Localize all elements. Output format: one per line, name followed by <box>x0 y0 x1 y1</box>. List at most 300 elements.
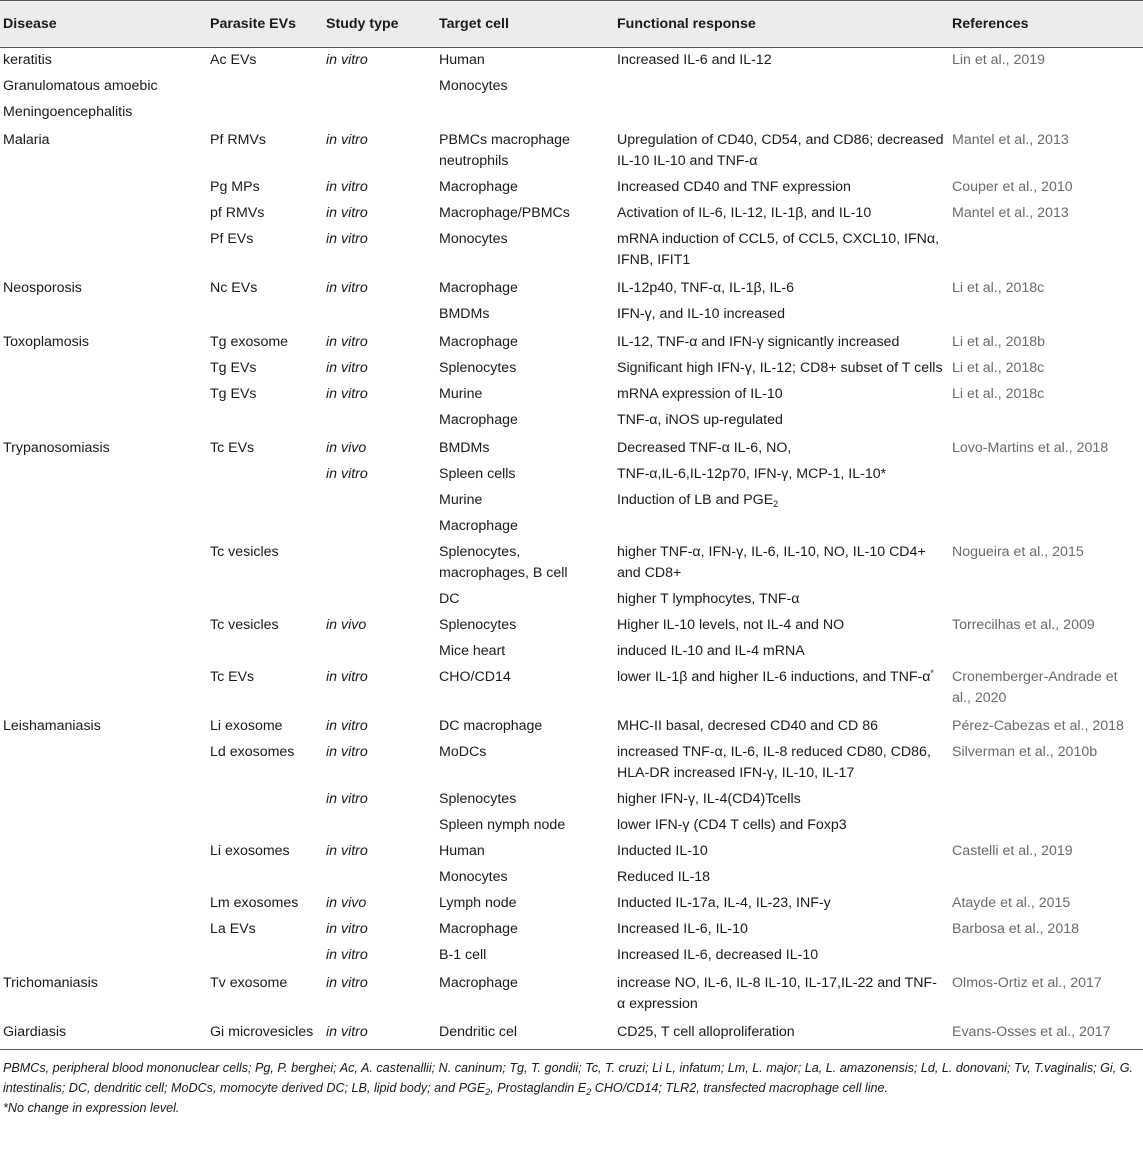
cell-target-cell-text: Splenocytes, macrophages, B cell <box>439 544 568 581</box>
table-row <box>0 408 1143 434</box>
cell-reference <box>948 540 1143 587</box>
cell-disease <box>0 201 206 227</box>
cell-disease <box>0 740 206 787</box>
cell-study-type <box>322 514 435 540</box>
table-row <box>0 100 1143 126</box>
cell-study-type-text: in vitro <box>326 386 368 402</box>
cell-parasite-evs <box>206 1018 322 1050</box>
table-row <box>0 48 1143 75</box>
header-study-type: Study type <box>322 1 435 48</box>
cell-reference-text: Cronemberger-Andrade et al., 2020 <box>952 669 1118 706</box>
cell-functional-response <box>613 969 948 1018</box>
cell-reference <box>948 434 1143 462</box>
cell-target-cell <box>435 1018 613 1050</box>
cell-functional-response <box>613 382 948 408</box>
cell-target-cell <box>435 382 613 408</box>
cell-functional-response-text: higher IFN-γ, IL-4(CD4)Tcells <box>617 791 801 807</box>
cell-functional-response-text: higher TNF-α, IFN-γ, IL-6, IL-10, NO, IL-10 CD4+ and CD8+ <box>617 544 926 581</box>
cell-target-cell <box>435 227 613 274</box>
cell-parasite-evs-text: Tg EVs <box>210 360 257 376</box>
cell-reference <box>948 48 1143 75</box>
cell-parasite-evs-text: Tc EVs <box>210 669 255 685</box>
cell-parasite-evs-text: La EVs <box>210 921 256 937</box>
table-row <box>0 126 1143 175</box>
table-row <box>0 488 1143 514</box>
cell-functional-response-text: Upregulation of CD40, CD54, and CD86; decreased IL-10 IL-10 and TNF-α <box>617 132 944 169</box>
cell-reference-text: Pérez-Cabezas et al., 2018 <box>952 718 1124 734</box>
cell-functional-response <box>613 434 948 462</box>
cell-study-type-text: in vitro <box>326 179 368 195</box>
cell-target-cell-text: PBMCs macrophage neutrophils <box>439 132 570 169</box>
cell-parasite-evs <box>206 587 322 613</box>
table-footnote <box>0 1050 1143 1118</box>
cell-study-type <box>322 917 435 943</box>
header-references: References <box>948 1 1143 48</box>
table-row <box>0 514 1143 540</box>
cell-parasite-evs-text: Li exosomes <box>210 843 290 859</box>
cell-disease <box>0 969 206 1018</box>
cell-reference-text: Olmos-Ortiz et al., 2017 <box>952 975 1102 991</box>
cell-functional-response <box>613 587 948 613</box>
cell-reference <box>948 100 1143 126</box>
cell-parasite-evs-text: Tc EVs <box>210 440 255 456</box>
cell-parasite-evs <box>206 639 322 665</box>
cell-parasite-evs <box>206 740 322 787</box>
table-row <box>0 227 1143 274</box>
cell-functional-response-text: CD25, T cell alloproliferation <box>617 1024 795 1040</box>
cell-functional-response <box>613 302 948 328</box>
cell-disease <box>0 356 206 382</box>
cell-target-cell-text: Lymph node <box>439 895 517 911</box>
cell-target-cell-text: Macrophage <box>439 412 518 428</box>
footnote-abbreviations <box>3 1058 1140 1098</box>
cell-study-type <box>322 488 435 514</box>
cell-functional-response-text: mRNA expression of IL-10 <box>617 386 783 402</box>
cell-parasite-evs <box>206 356 322 382</box>
cell-study-type <box>322 740 435 787</box>
cell-reference-text: Mantel et al., 2013 <box>952 132 1069 148</box>
cell-disease <box>0 665 206 712</box>
cell-study-type-text: in vitro <box>326 1024 368 1040</box>
cell-parasite-evs <box>206 813 322 839</box>
cell-disease-text: Neosporosis <box>3 280 82 296</box>
cell-disease <box>0 787 206 813</box>
cell-functional-response <box>613 514 948 540</box>
cell-target-cell <box>435 488 613 514</box>
cell-reference <box>948 175 1143 201</box>
cell-reference-text: Silverman et al., 2010b <box>952 744 1098 760</box>
cell-target-cell-text: Macrophage <box>439 334 518 350</box>
cell-study-type <box>322 891 435 917</box>
cell-functional-response-text: lower IL-1β and higher IL-6 inductions, and TNF-α <box>617 669 931 685</box>
cell-study-type-text: in vitro <box>326 843 368 859</box>
cell-disease <box>0 587 206 613</box>
cell-parasite-evs <box>206 712 322 740</box>
cell-target-cell-text: CHO/CD14 <box>439 669 511 685</box>
cell-reference-text: Evans-Osses et al., 2017 <box>952 1024 1111 1040</box>
cell-target-cell <box>435 665 613 712</box>
cell-reference-text: Mantel et al., 2013 <box>952 205 1069 221</box>
cell-target-cell-text: BMDMs <box>439 306 490 322</box>
table-row <box>0 943 1143 969</box>
cell-functional-response-text: Increased IL-6 and IL-12 <box>617 52 772 68</box>
cell-parasite-evs <box>206 891 322 917</box>
cell-target-cell-text: B-1 cell <box>439 947 487 963</box>
cell-study-type <box>322 969 435 1018</box>
cell-parasite-evs <box>206 434 322 462</box>
cell-target-cell-text: Dendritic cel <box>439 1024 518 1040</box>
footnote-text: , Prostaglandin E <box>490 1081 587 1095</box>
cell-reference-text: Atayde et al., 2015 <box>952 895 1071 911</box>
table-row <box>0 302 1143 328</box>
cell-parasite-evs <box>206 787 322 813</box>
cell-disease <box>0 488 206 514</box>
cell-parasite-evs <box>206 227 322 274</box>
cell-study-type <box>322 175 435 201</box>
cell-reference <box>948 813 1143 839</box>
cell-disease-text: Giardiasis <box>3 1024 67 1040</box>
cell-target-cell <box>435 201 613 227</box>
cell-target-cell <box>435 740 613 787</box>
cell-parasite-evs <box>206 100 322 126</box>
table-row <box>0 712 1143 740</box>
subscript: 2 <box>773 499 779 509</box>
cell-target-cell-text: Murine <box>439 492 483 508</box>
cell-functional-response <box>613 356 948 382</box>
cell-parasite-evs <box>206 48 322 75</box>
cell-reference <box>948 356 1143 382</box>
cell-functional-response-text: Increased CD40 and TNF expression <box>617 179 851 195</box>
cell-parasite-evs-text: Tg exosome <box>210 334 289 350</box>
cell-study-type <box>322 274 435 302</box>
cell-reference-text: Li et al., 2018c <box>952 360 1045 376</box>
cell-target-cell-text: Spleen nymph node <box>439 817 566 833</box>
cell-study-type <box>322 813 435 839</box>
table-row <box>0 382 1143 408</box>
cell-target-cell <box>435 462 613 488</box>
cell-disease <box>0 813 206 839</box>
header-parasite-evs: Parasite EVs <box>206 1 322 48</box>
cell-functional-response-text: Inducted IL-17a, IL-4, IL-23, INF-y <box>617 895 831 911</box>
cell-target-cell <box>435 540 613 587</box>
cell-parasite-evs <box>206 514 322 540</box>
cell-functional-response-text: induced IL-10 and IL-4 mRNA <box>617 643 805 659</box>
cell-disease <box>0 917 206 943</box>
table-row <box>0 462 1143 488</box>
cell-reference <box>948 408 1143 434</box>
cell-target-cell-text: Splenocytes <box>439 791 517 807</box>
cell-reference <box>948 943 1143 969</box>
cell-parasite-evs-text: Tg EVs <box>210 386 257 402</box>
cell-study-type-text: in vitro <box>326 132 368 148</box>
cell-target-cell <box>435 865 613 891</box>
cell-target-cell-text: MoDCs <box>439 744 487 760</box>
cell-target-cell <box>435 434 613 462</box>
cell-target-cell <box>435 891 613 917</box>
cell-study-type <box>322 48 435 75</box>
cell-study-type-text: in vitro <box>326 205 368 221</box>
cell-target-cell <box>435 408 613 434</box>
cell-functional-response-text: IFN-γ, and IL-10 increased <box>617 306 785 322</box>
cell-disease <box>0 434 206 462</box>
cell-functional-response-text: Induction of LB and PGE <box>617 492 774 508</box>
cell-reference-text: Couper et al., 2010 <box>952 179 1073 195</box>
table-row <box>0 665 1143 712</box>
cell-parasite-evs <box>206 328 322 356</box>
cell-study-type-text: in vitro <box>326 975 368 991</box>
footnote-text: CHO/CD14; TLR2, transfected macrophage cell line. <box>591 1081 889 1095</box>
cell-study-type <box>322 74 435 100</box>
cell-disease <box>0 540 206 587</box>
cell-parasite-evs-text: Gi microvesicles <box>210 1024 314 1040</box>
cell-disease <box>0 48 206 75</box>
cell-functional-response <box>613 201 948 227</box>
cell-functional-response <box>613 462 948 488</box>
cell-reference <box>948 126 1143 175</box>
cell-target-cell <box>435 813 613 839</box>
cell-study-type <box>322 382 435 408</box>
cell-functional-response <box>613 126 948 175</box>
cell-functional-response <box>613 665 948 712</box>
cell-target-cell <box>435 514 613 540</box>
cell-target-cell <box>435 639 613 665</box>
cell-reference-text: Barbosa et al., 2018 <box>952 921 1079 937</box>
cell-study-type-text: in vitro <box>326 466 368 482</box>
table-row <box>0 74 1143 100</box>
cell-reference <box>948 382 1143 408</box>
cell-target-cell <box>435 787 613 813</box>
cell-functional-response <box>613 712 948 740</box>
cell-study-type-text: in vitro <box>326 718 368 734</box>
cell-target-cell <box>435 356 613 382</box>
cell-parasite-evs-text: Lm exosomes <box>210 895 299 911</box>
cell-study-type-text: in vitro <box>326 744 368 760</box>
footnote-subscript: 2 <box>485 1087 491 1097</box>
cell-functional-response-text: Inducted IL-10 <box>617 843 708 859</box>
cell-study-type-text: in vivo <box>326 440 367 456</box>
cell-reference <box>948 302 1143 328</box>
cell-target-cell <box>435 302 613 328</box>
cell-target-cell <box>435 100 613 126</box>
cell-target-cell-text: Monocytes <box>439 78 508 94</box>
cell-functional-response-text: mRNA induction of CCL5, of CCL5, CXCL10, IFNα, IFNB, IFIT1 <box>617 231 940 268</box>
cell-functional-response-text: increase NO, IL-6, IL-8 IL-10, IL-17,IL-22 and TNF-α expression <box>617 975 937 1012</box>
cell-parasite-evs-text: Tc vesicles <box>210 544 279 560</box>
cell-disease <box>0 514 206 540</box>
cell-parasite-evs <box>206 613 322 639</box>
cell-target-cell <box>435 917 613 943</box>
cell-parasite-evs-text: Li exosome <box>210 718 283 734</box>
cell-parasite-evs-text: Tc vesicles <box>210 617 279 633</box>
cell-disease-text: Toxoplamosis <box>3 334 89 350</box>
table-row <box>0 740 1143 787</box>
cell-study-type <box>322 613 435 639</box>
cell-parasite-evs-text: pf RMVs <box>210 205 265 221</box>
cell-functional-response <box>613 813 948 839</box>
cell-reference-text: Li et al., 2018c <box>952 386 1045 402</box>
cell-disease-text: Trypanosomiasis <box>3 440 110 456</box>
cell-reference-text: Li et al., 2018c <box>952 280 1045 296</box>
cell-reference <box>948 613 1143 639</box>
cell-disease-text: Granulomatous amoebic <box>3 78 158 94</box>
cell-study-type <box>322 639 435 665</box>
cell-disease <box>0 1018 206 1050</box>
header-target-cell: Target cell <box>435 1 613 48</box>
cell-study-type <box>322 665 435 712</box>
cell-target-cell-text: Macrophage/PBMCs <box>439 205 570 221</box>
cell-study-type-text: in vitro <box>326 231 368 247</box>
cell-target-cell <box>435 328 613 356</box>
footnote-text: Tv, T.vaginalis; Gi, G. intestinalis; DC, dendritic cell; MoDCs, momocyte derived DC; LB, lipid body; and PGE <box>3 1061 1134 1095</box>
table-row <box>0 891 1143 917</box>
cell-target-cell-text: Mice heart <box>439 643 506 659</box>
cell-parasite-evs <box>206 74 322 100</box>
table-row <box>0 328 1143 356</box>
cell-parasite-evs-text: Ac EVs <box>210 52 257 68</box>
cell-study-type-text: in vitro <box>326 334 368 350</box>
cell-disease <box>0 126 206 175</box>
cell-study-type-text: in vitro <box>326 360 368 376</box>
cell-functional-response-text: Decreased TNF-α IL-6, NO, <box>617 440 792 456</box>
cell-study-type <box>322 356 435 382</box>
table-row <box>0 356 1143 382</box>
cell-disease-text: Meningoencephalitis <box>3 104 133 120</box>
cell-functional-response <box>613 175 948 201</box>
cell-parasite-evs <box>206 408 322 434</box>
cell-target-cell <box>435 712 613 740</box>
cell-study-type <box>322 943 435 969</box>
footnote-subscript: 2 <box>586 1087 592 1097</box>
cell-study-type <box>322 712 435 740</box>
table-body <box>0 48 1143 1050</box>
cell-parasite-evs <box>206 540 322 587</box>
cell-disease <box>0 891 206 917</box>
cell-functional-response <box>613 787 948 813</box>
cell-study-type-text: in vitro <box>326 791 368 807</box>
cell-functional-response <box>613 408 948 434</box>
cell-study-type-text: in vitro <box>326 280 368 296</box>
cell-reference <box>948 227 1143 274</box>
cell-functional-response-text: increased TNF-α, IL-6, IL-8 reduced CD80, CD86, HLA-DR increased IFN-γ, IL-10, IL-17 <box>617 744 931 781</box>
cell-reference <box>948 1018 1143 1050</box>
cell-reference <box>948 665 1143 712</box>
cell-disease <box>0 328 206 356</box>
cell-study-type <box>322 328 435 356</box>
cell-target-cell-text: Murine <box>439 386 483 402</box>
table-row <box>0 1018 1143 1050</box>
cell-reference <box>948 787 1143 813</box>
cell-reference <box>948 488 1143 514</box>
table-row <box>0 865 1143 891</box>
table-row <box>0 434 1143 462</box>
cell-study-type <box>322 839 435 865</box>
cell-parasite-evs <box>206 462 322 488</box>
cell-study-type <box>322 434 435 462</box>
cell-functional-response <box>613 100 948 126</box>
table-row <box>0 813 1143 839</box>
cell-study-type-text: in vitro <box>326 669 368 685</box>
cell-disease <box>0 74 206 100</box>
cell-target-cell-text: DC <box>439 591 460 607</box>
cell-disease <box>0 100 206 126</box>
cell-parasite-evs <box>206 665 322 712</box>
cell-functional-response <box>613 891 948 917</box>
cell-target-cell <box>435 839 613 865</box>
cell-disease <box>0 408 206 434</box>
cell-target-cell-text: Macrophage <box>439 179 518 195</box>
cell-functional-response <box>613 917 948 943</box>
cell-functional-response <box>613 839 948 865</box>
cell-disease-text: keratitis <box>3 52 52 68</box>
table-row <box>0 587 1143 613</box>
cell-reference <box>948 740 1143 787</box>
cell-target-cell-text: Splenocytes <box>439 360 517 376</box>
cell-disease <box>0 462 206 488</box>
cell-target-cell-text: DC macrophage <box>439 718 543 734</box>
cell-functional-response-text: Higher IL-10 levels, not IL-4 and NO <box>617 617 845 633</box>
cell-study-type-text: in vivo <box>326 895 367 911</box>
table-row <box>0 274 1143 302</box>
cell-parasite-evs <box>206 126 322 175</box>
cell-target-cell <box>435 969 613 1018</box>
cell-parasite-evs <box>206 917 322 943</box>
cell-parasite-evs <box>206 302 322 328</box>
cell-target-cell <box>435 274 613 302</box>
cell-reference <box>948 74 1143 100</box>
cell-reference <box>948 639 1143 665</box>
cell-study-type <box>322 587 435 613</box>
table-header <box>0 1 1143 48</box>
cell-disease-text: Trichomaniasis <box>3 975 98 991</box>
cell-target-cell-text: BMDMs <box>439 440 490 456</box>
cell-parasite-evs-text: Pf EVs <box>210 231 254 247</box>
cell-reference-text: Nogueira et al., 2015 <box>952 544 1084 560</box>
cell-reference <box>948 891 1143 917</box>
cell-reference <box>948 514 1143 540</box>
cell-functional-response <box>613 865 948 891</box>
cell-parasite-evs <box>206 839 322 865</box>
cell-target-cell-text: Macrophage <box>439 921 518 937</box>
cell-target-cell-text: Spleen cells <box>439 466 516 482</box>
cell-target-cell <box>435 175 613 201</box>
cell-study-type <box>322 302 435 328</box>
cell-reference <box>948 274 1143 302</box>
cell-functional-response <box>613 328 948 356</box>
cell-parasite-evs-text: Tv exosome <box>210 975 288 991</box>
cell-parasite-evs <box>206 943 322 969</box>
cell-parasite-evs <box>206 274 322 302</box>
cell-parasite-evs-text: Pg MPs <box>210 179 260 195</box>
cell-functional-response-text: IL-12, TNF-α and IFN-γ signicantly increased <box>617 334 900 350</box>
cell-study-type <box>322 201 435 227</box>
cell-functional-response-text: higher T lymphocytes, TNF-α <box>617 591 800 607</box>
cell-target-cell <box>435 587 613 613</box>
cell-study-type-text: in vitro <box>326 947 368 963</box>
cell-reference-text: Castelli et al., 2019 <box>952 843 1073 859</box>
cell-target-cell <box>435 126 613 175</box>
cell-study-type <box>322 100 435 126</box>
cell-target-cell-text: Macrophage <box>439 975 518 991</box>
cell-disease <box>0 382 206 408</box>
cell-target-cell-text: Splenocytes <box>439 617 517 633</box>
table-row <box>0 175 1143 201</box>
footnote-asterisk-note: *No change in expression level. <box>3 1101 180 1115</box>
cell-functional-response-text: Increased IL-6, IL-10 <box>617 921 748 937</box>
cell-functional-response <box>613 639 948 665</box>
cell-functional-response <box>613 540 948 587</box>
cell-parasite-evs-text: Nc EVs <box>210 280 258 296</box>
cell-functional-response <box>613 48 948 75</box>
